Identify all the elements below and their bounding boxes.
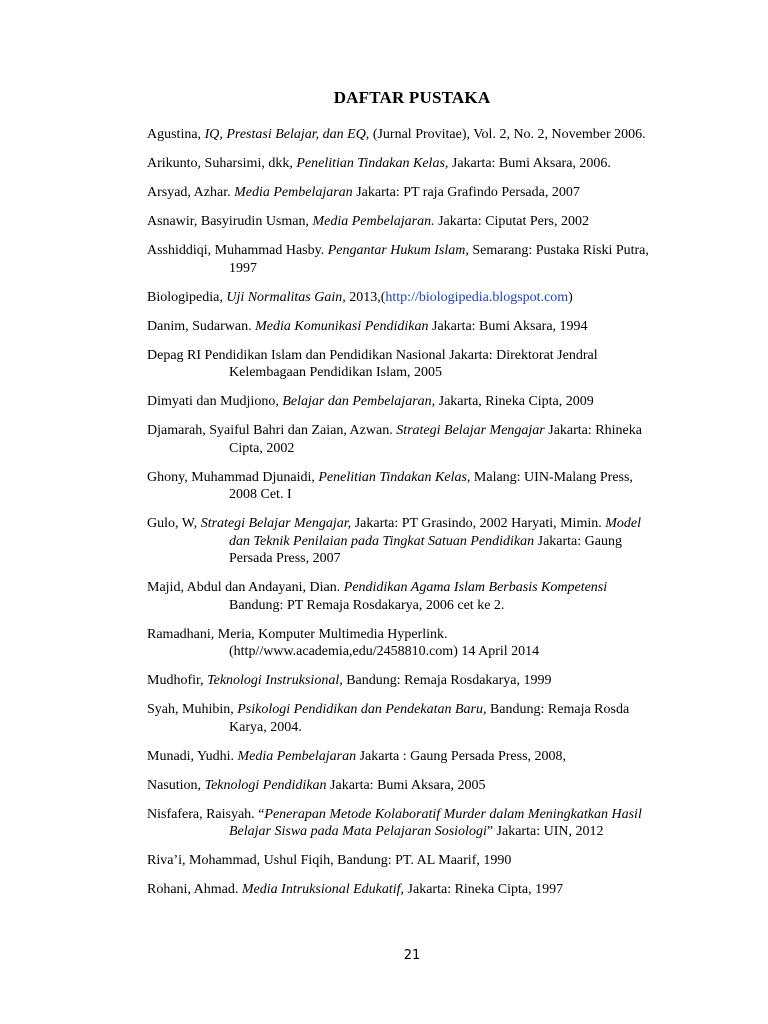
page-title: DAFTAR PUSTAKA (333, 88, 491, 107)
reference-entry: Danim, Sudarwan. Media Komunikasi Pendidikan Jakarta: Bumi Aksara, 1994 (147, 318, 588, 334)
reference-entry: Nisfafera, Raisyah. “Penerapan Metode Kolaboratif Murder dalam Meningkatkan Hasil Belajar Siswa pada Mata Pelajaran Sosiologi” Jakarta: UIN, 2012 (147, 806, 642, 839)
reference-entry: Dimyati dan Mudjiono, Belajar dan Pembelajaran, Jakarta, Rineka Cipta, 2009 (147, 394, 594, 409)
reference-entry: Asnawir, Basyirudin Usman, Media Pembelajaran. Jakarta: Ciputat Pers, 2002 (147, 214, 589, 229)
reference-entry: Biologipedia, Uji Normalitas Gain, 2013,(http://biologipedia.blogspot.com) (147, 289, 573, 305)
reference-entry: Rohani, Ahmad. Media Intruksional Edukatif, Jakarta: Rineka Cipta, 1997 (147, 882, 564, 897)
reference-list (147, 126, 663, 910)
reference-entry: Arsyad, Azhar. Media Pembelajaran Jakarta: PT raja Grafindo Persada, 2007 (147, 185, 580, 200)
reference-entry: Asshiddiqi, Muhammad Hasby. Pengantar Hukum Islam, Semarang: Pustaka Riski Putra, 1997 (147, 243, 649, 276)
page-number: 21 (403, 948, 421, 963)
reference-entry: Ghony, Muhammad Djunaidi, Penelitian Tindakan Kelas, Malang: UIN-Malang Press, 2008 Cet. I (147, 469, 633, 502)
reference-entry: Nasution, Teknologi Pendidikan Jakarta: Bumi Aksara, 2005 (147, 777, 486, 793)
reference-entry: Riva’i, Mohammad, Ushul Fiqih, Bandung: PT. AL Maarif, 1990 (147, 853, 512, 868)
reference-link[interactable]: http://biologipedia.blogspot.com (385, 289, 569, 305)
reference-entry: Munadi, Yudhi. Media Pembelajaran Jakarta : Gaung Persada Press, 2008, (147, 748, 567, 764)
reference-entry: Majid, Abdul dan Andayani, Dian. Pendidikan Agama Islam Berbasis Kompetensi Bandung: PT Remaja Rosdakarya, 2006 cet ke 2. (147, 580, 608, 613)
reference-entry: Djamarah, Syaiful Bahri dan Zaian, Azwan. Strategi Belajar Mengajar Jakarta: Rhineka Cipta, 2002 (147, 423, 642, 456)
reference-entry: Arikunto, Suharsimi, dkk, Penelitian Tindakan Kelas, Jakarta: Bumi Aksara, 2006. (147, 156, 611, 171)
reference-entry: Agustina, IQ, Prestasi Belajar, dan EQ, (Jurnal Provitae), Vol. 2, No. 2, November 2006. (147, 127, 646, 142)
reference-entry: Ramadhani, Meria, Komputer Multimedia Hyperlink. (http//www.academia,edu/2458810.com) 14 April 2014 (147, 626, 540, 659)
reference-entry: Depag RI Pendidikan Islam dan Pendidikan Nasional Jakarta: Direktorat Jendral Kelembagaan Pendidikan Islam, 2005 (147, 347, 598, 380)
reference-entry: Gulo, W, Strategi Belajar Mengajar, Jakarta: PT Grasindo, 2002 Haryati, Mimin. Model dan Teknik Penilaian pada Tingkat Satuan Pendidikan Jakarta: Gaung Persada Press, 2007 (147, 516, 641, 566)
reference-entry: Syah, Muhibin, Psikologi Pendidikan dan Pendekatan Baru, Bandung: Remaja Rosda Karya, 2004. (147, 702, 630, 735)
reference-entry: Mudhofir, Teknologi Instruksional, Bandung: Remaja Rosdakarya, 1999 (147, 673, 552, 688)
